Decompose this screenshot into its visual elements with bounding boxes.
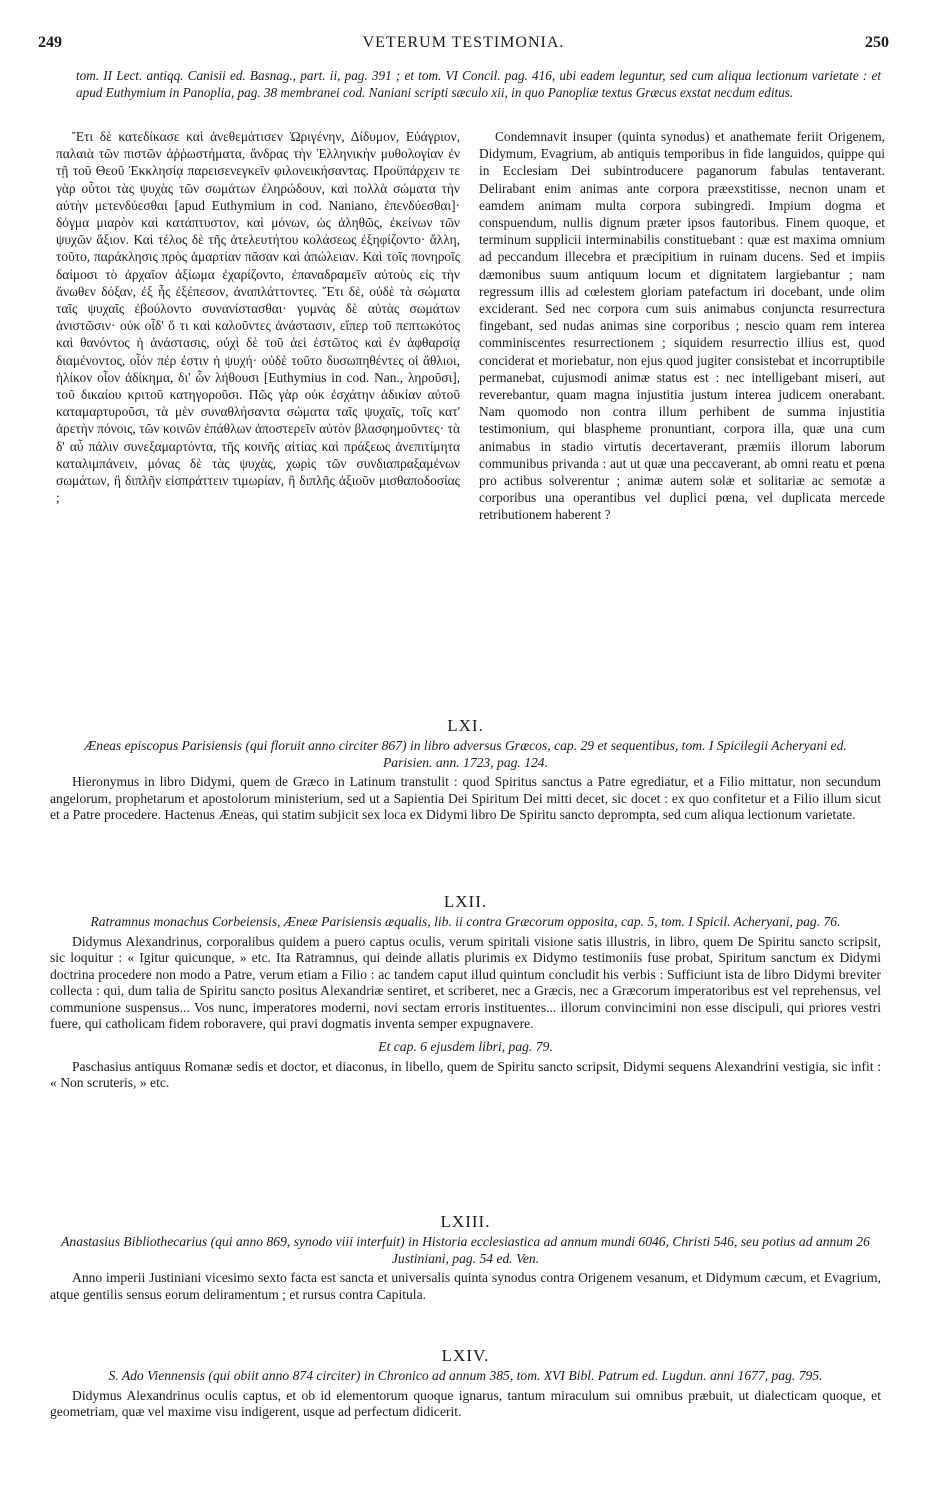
greek-column <box>56 128 460 506</box>
section-body: Anno imperii Justiniani vicesimo sexto facta est sancta et universalis quinta synodus contra Origenem vesanum, et Didymum cæcum, et Evagrium, atque gentilis sensus eorum deliramentum ; et rursus contra Capitula. <box>50 1270 881 1302</box>
section-number: LXII. <box>443 892 488 911</box>
page-number-right: 250 <box>865 34 889 51</box>
section-sub-body: Paschasius antiquus Romanæ sedis et doctor, et diaconus, in libello, quem de Spiritu sancto scripsit, Didymi sequens Alexandrini vestigia, sic infit : « Non scruteris, » etc. <box>50 1058 881 1090</box>
section-source: Ratramnus monachus Corbeiensis, Æneæ Parisiensis æqualis, lib. ii contra Græcorum opposita, cap. 5, tom. I Spicil. Acheryani, pag. 76. <box>90 914 841 929</box>
section-subheading: Et cap. 6 ejusdem libri, pag. 79. <box>378 1038 553 1054</box>
section-number: LXIII. <box>440 1212 491 1231</box>
section-lxiv <box>50 1346 881 1421</box>
continued-reference-note: tom. II Lect. antiqq. Canisii ed. Basnag., part. ii, pag. 391 ; et tom. VI Concil. pag. 416, ubi eadem leguntur, sed cum aliqua lectionum varietate : et apud Euthymium in Panoplia, pag. 38 membranei cod. Naniani scripti sæculo xii, in quo Panopliæ textus Græcus exstat necdum editus. <box>76 68 881 100</box>
section-number: LXIV. <box>441 1346 490 1365</box>
section-body: Didymus Alexandrinus, corporalibus quidem a puero captus oculis, verum spiritali visione satis illustris, in libro, quem De Spiritu sancto scripsit, sic loquitur : « Igitur quicunque, » etc. Ita Ratramnus, qui deinde allatis plurimis ex Didymo testimoniis fuse probat, Spiritum sanctum ex Didymi doctrina procedere non modo a Patre, verum etiam a Filio : ac tandem caput illud quintum concludit his verbis : Sufficiunt ista de libro Didymi breviter collecta : qui, dum talia de Spiritu sancto positus Alexandriæ sentiret, et scriberet, nec a Græcis, nec a Græcorum imperatoribus est vel reprehensus, vel communione suspensus... Vos nunc, imperatores moderni, novi sectam erroris instituentes... illorum convincimini non esse discipuli, qui priores vestri fuere, qui catholicam fidem roboravere, qui pravi dogmatis inventa semper expugnavere. <box>50 933 881 1031</box>
running-title: VETERUM TESTIMONIA. <box>362 34 565 51</box>
section-source: Anastasius Bibliothecarius (qui anno 869, synodo viii interfuit) in Historia ecclesiastica ad annum mundi 6046, Christi 546, seu potius ad annum 26 Justiniani, pag. 54 ed. Ven. <box>61 1234 870 1266</box>
section-lxii <box>50 892 881 1092</box>
page-number-left: 249 <box>38 34 62 51</box>
section-body: Didymus Alexandrinus oculis captus, et ob id elementorum quoque ignarus, tantum miraculum sui omnibus præbuit, ut dialecticam quoque, et geometriam, quæ vel maxime visu indigerent, usque ad perfectum didicerit. <box>50 1387 881 1419</box>
latin-column <box>479 128 885 524</box>
section-lxi <box>50 716 881 824</box>
page-header <box>38 34 889 56</box>
section-body: Hieronymus in libro Didymi, quem de Græco in Latinum transtulit : quod Spiritus sanctus a Patre egrediatur, et a Filio mittatur, non secundum angelorum, prophetarum et apostolorum ministerium, sed ut a Sapientia Dei Spiritum Dei mitti decet, sic docet : ex quo confitetur et a Filio illum sicut et a Patre procedere. Hactenus Æneas, qui statim subjicit sex loca ex Didymi libro De Spiritu sancto deprompta, sed cum aliqua lectionum varietate. <box>50 774 881 822</box>
section-source: Æneas episcopus Parisiensis (qui floruit anno circiter 867) in libro adversus Græcos, cap. 29 et sequentibus, tom. I Spicilegii Acheryani ed. Parisien. ann. 1723, pag. 124. <box>84 738 847 770</box>
section-lxiii <box>50 1212 881 1303</box>
parallel-text-columns <box>56 128 885 712</box>
greek-text: Ἔτι δὲ κατεδίκασε καὶ ἀνεθεμάτισεν Ὠριγένην, Δίδυμον, Εὐάγριον, παλαιὰ τῶν πιστῶν ἀῤῥωστήματα, ἄνδρας τὴν Ἑλληνικὴν μυθολογίαν ἐν τῇ τοῦ Θεοῦ Ἐκκλησίᾳ παρεισενεγκεῖν φιλονεικήσαντας. Προϋπάρχειν τε γὰρ οὗτοι τὰς ψυχὰς τῶν σωμάτων ἐληρώδουν, καὶ πολλὰ σώματα τὴν αὐτὴν μετενδύεσθαι [apud Euthymium in cod. Naniano, ἐπενδύεσθαι]· δόγμα μιαρὸν καὶ κατάπτυστον, καὶ μόνων, ὡς ἀληθῶς, ἐκείνων τῶν ψυχῶν ἄξιον. Καὶ τέλος δὲ τῆς ἀτελευτήτου κολάσεως ἐξηφίζοντο· ἄλλη, τοῦτο, παράκλησις πρὸς ἁμαρτίαν πᾶσαν καὶ ἀπώλειαν. Καὶ τοῖς πονηροῖς δαίμοσι τὸ ἀρχαῖον ἀξίωμα ἐχαρίζοντο, ἐπαναδραμεῖν αὐτοὺς εἰς τὴν ἄνωθεν δόξαν, ἐξ ἧς ἐξέπεσον, ἀναπλάττοντες. Ἔτι δὲ, οὐδὲ τὰ σώματα ταῖς ψυχαῖς ἐβούλοντο συνανίστασθαι· γυμνὰς δὲ αὐτὰς σωμάτων ἀνιστῶσιν· οὐκ οἶδ' ὅ τι καὶ καλοῦντες ἀνάστασιν, εἴπερ τοῦ πεπτωκότος καὶ θανόντος ἡ ἀνάστασις, οὐχὶ δὲ τοῦ ἀεὶ ἑστῶτος καὶ ἐν ἀφθαρσίᾳ διαμένοντος, οἷόν πέρ ἐστιν ἡ ψυχή· οὐδὲ τοῦτο δυσωπηθέντες οἱ ἄθλιοι, ἡλίκον οἷον ἀδίκημα, δι' ὧν λήθουσι [Euthymius in cod. Nan., ληροῦσι], τοῦ δικαίου κριτοῦ κατηγοροῦσι. Πῶς γὰρ οὐκ ἐσχάτην ἀδικίαν αὐτοῦ καταμαρτυροῦσι, τὰ μὲν συναθλήσαντα σώματα ταῖς ψυχαῖς, τοῖς κατ' ἀρετὴν πόνοις, τῶν κοινῶν ἐπάθλων ἀποστερεῖν αὐτὸν βλασφημοῦντες· τὰ δ' αὖ πάλιν συνεξαμαρτόντα, τῆς κοινῆς αἰτίας καὶ πράξεως ἀνεπιτίμητα καταλιμπάνειν, μόνας δὲ τὰς ψυχὰς, χωρὶς τῶν συνδιαπραξαμένων σωμάτων, ἢ διπλῆν εἰσπράττειν τιμωρίαν, ἢ διπλῆς ἀξιοῦν μισθαποδοσίας ; <box>56 129 460 506</box>
latin-text: Condemnavit insuper (quinta synodus) et anathemate feriit Origenem, Didymum, Evagrium, ab antiquis temporibus in fide languidos, quippe qui in Ecclesiam Dei subintroducere paganorum fabulas tentaverant. Delirabant enim animas ante corpora præexstitisse, necnon unam et eamdem animam multa corpora subingredi. Impium dogma et conspuendum, nullis dignum præter ipsos fautoribus. Finem quoque, et terminum supplicii interminabilis constituebant : quæ est maxima omnium ad peccandum illecebra et præcipitium in ruinam ducens. Sed et impiis dæmonibus suum antiquum locum et dignitatem largiebantur ; nam regressum illis ad cœlestem gloriam patefactum iri docebant, unde olim exciderant. Sed nec corpora cum suis animabus conjuncta resurrectura fingebant, sed nudas animas sine corporibus ; nescio quam rem interea comminiscentes resurrectionem ; siquidem resurrectio illius est, quod conciderat et moriebatur, non ejus quod jugiter consistebat et incorruptibile permanebat, cujusmodi animæ status est : nec intelligebant miseri, aut reverebantur, quam magna injustitia justum interea judicem onerabant. Nam quomodo non contra illum perhibent de summa injustitia testimonium, qui blaspheme pronuntiant, corpora illa, quæ una cum animabus in stadio virtutis decertaverant, præmiis illorum laborum communibus privanda : aut ut quæ una peccaverant, ab omni reatu et pœna pro actibus solverentur ; animæ autem solæ et solitariæ ac semotæ a corporibus una operantibus vel duplici pœna, vel duplicata mercede retributionem haberent ? <box>479 129 885 523</box>
section-source: S. Ado Viennensis (qui obiit anno 874 circiter) in Chronico ad annum 385, tom. XVI Bibl. Patrum ed. Lugdun. anni 1677, pag. 795. <box>108 1368 823 1383</box>
section-number: LXI. <box>447 716 484 735</box>
